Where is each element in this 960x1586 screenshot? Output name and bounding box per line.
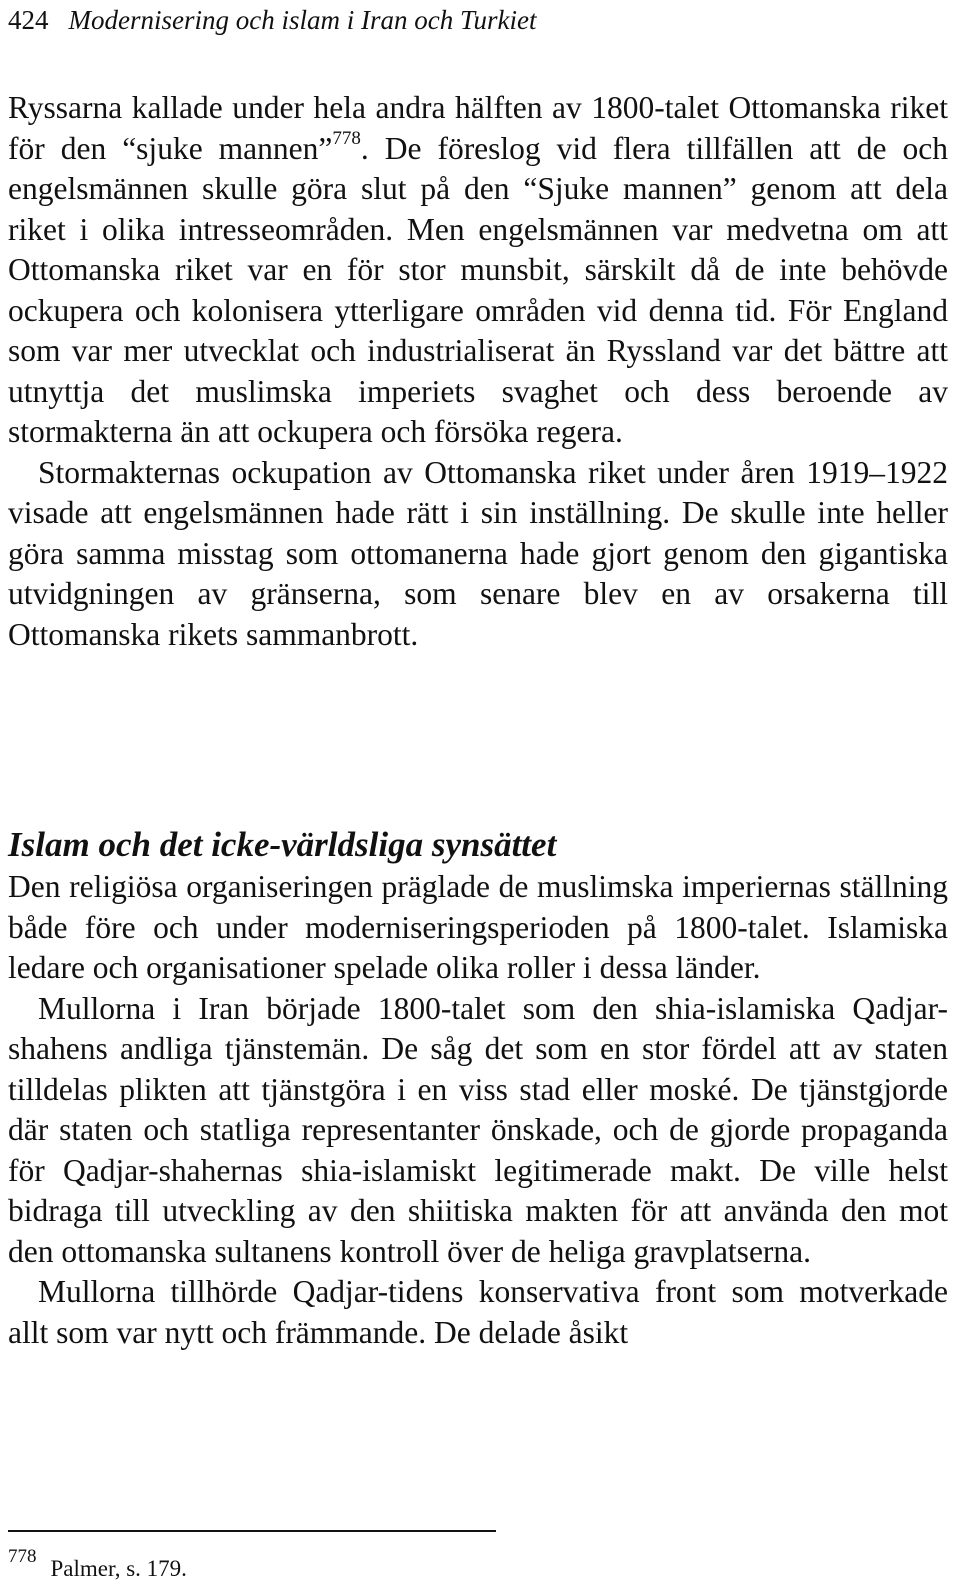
section-body-1 [8, 88, 948, 655]
running-title: Modernisering och islam i Iran och Turkiet [68, 5, 537, 35]
paragraph-text: Ryssarna kallade under hela andra hälften av 1800-talet Ottomanska riket för den “sjuke mannen” [8, 90, 948, 166]
footnote-number: 778 [8, 1546, 37, 1567]
section-heading: Islam och det icke-världsliga synsättet [8, 825, 557, 864]
paragraph: Den religiösa organiseringen präglade de muslimska imperiernas ställning både före och under moderniseringsperioden på 1800-talet. Islamiska ledare och organisationer spelade olika roller i dessa länder. [8, 869, 948, 985]
paragraph: Stormakternas ockupation av Ottomanska riket under åren 1919–1922 visade att engelsmännen hade rätt i sin inställning. De skulle inte heller göra samma misstag som ottomanerna hade gjort genom den gigantiska utvidgningen av gränserna, som senare blev en av orsakerna till Ottomanska rikets sammanbrott. [8, 454, 948, 652]
page-number: 424 [8, 5, 49, 35]
footnote-text: Palmer, s. 179. [50, 1556, 187, 1581]
footnote-reference[interactable]: 778 [332, 127, 361, 149]
paragraph-text: . De föreslog vid flera tillfällen att de och engelsmännen skulle göra slut på den “Sjuke mannen” genom att dela riket i olika intresseområden. Men engelsmännen var medvetna om att Ottomanska riket var en för stor munsbit, särskilt då de inte behövde ockupera och kolonisera ytterligare områden vid denna tid. För England som var mer utvecklat och industrialiserat än Ryssland var det bättre att utnyttja det muslimska imperiets svaghet och dess beroende av stormakterna än att ockupera och försöka regera. [8, 130, 948, 449]
section-body-2 [8, 867, 948, 1353]
footnote [8, 1540, 187, 1586]
paragraph [8, 88, 948, 453]
running-header [8, 2, 536, 38]
footnote-separator [8, 1530, 496, 1532]
paragraph: Mullorna i Iran började 1800-talet som den shia-islamiska Qadjar-shahens andliga tjänstemän. De såg det som en stor fördel att av staten tilldelas plikten att tjänstgöra i en viss stad eller moské. De tjänstgjorde där staten och statliga representanter önskade, och de gjorde propaganda för Qadjar-shahernas shia-islamiskt legitimerade makt. De ville helst bidraga till utveckling av den shiitiska makten för att använda den mot den ottomanska sultanens kontroll över de heliga gravplatserna. [8, 990, 948, 1269]
paragraph: Mullorna tillhörde Qadjar-tidens konservativa front som motverkade allt som var nytt och främmande. De delade åsikt [8, 1274, 948, 1350]
